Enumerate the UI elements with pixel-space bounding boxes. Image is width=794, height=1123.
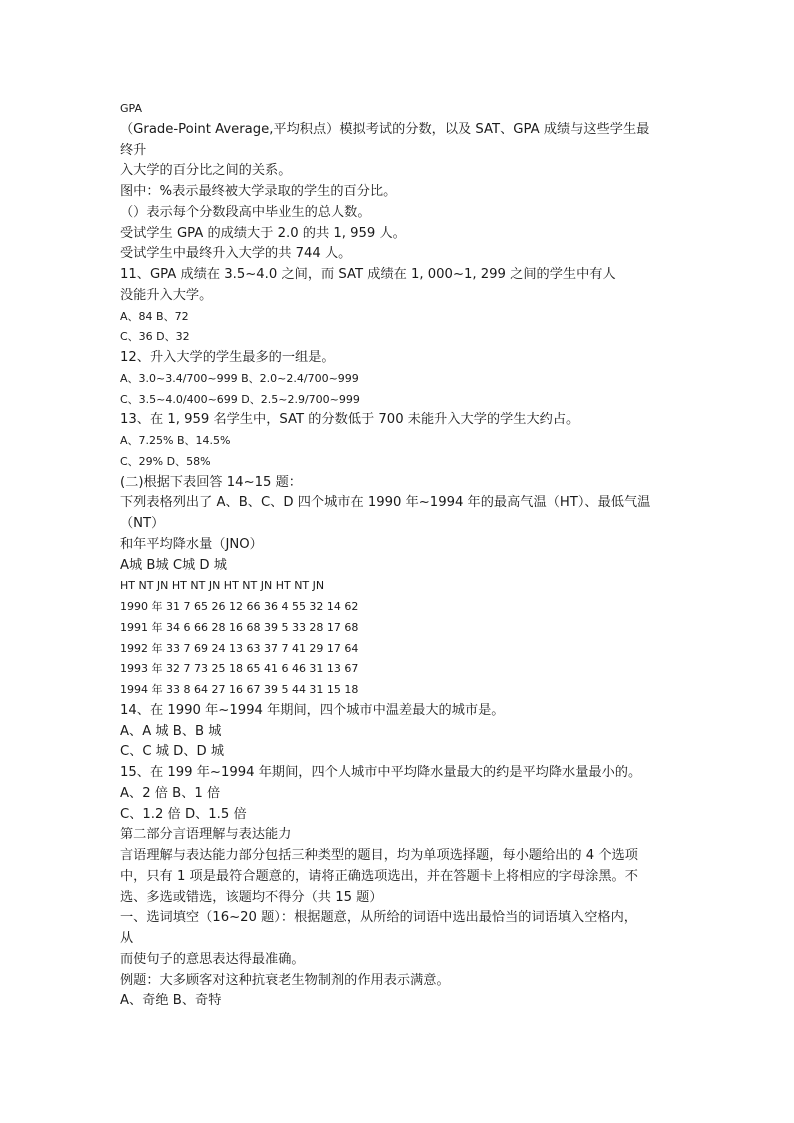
text-line: A、84 B、72 xyxy=(120,309,189,323)
text-line: A、7.25% B、14.5% xyxy=(120,434,231,447)
text-line: 14、在 1990 年~1994 年期间，四个城市中温差最大的城市是。 xyxy=(120,702,505,718)
text-line: 一、选词填空（16~20 题）：根据题意，从所给的词语中选出最恰当的词语填入空格内， xyxy=(120,910,637,926)
text-line: 言语理解与表达能力部分包括三种类型的题目，均为单项选择题，每小题给出的 4 个选项 xyxy=(120,848,638,863)
text-line: C、1.2 倍 D、1.5 倍 xyxy=(120,806,247,822)
text-line: 11、GPA 成绩在 3.5~4.0 之间，而 SAT 成绩在 1, 000~1, 299 之间的学生中有人 xyxy=(120,267,616,282)
text-line: 而使句子的意思表达得最准确。 xyxy=(120,951,305,967)
text-line: 中，只有 1 项是最符合题意的，请将正确选项选出，并在答题卡上将相应的字母涂黑。不 xyxy=(120,868,638,884)
text-line: A、2 倍 B、1 倍 xyxy=(120,785,221,801)
text-line: A、3.0~3.4/700~999 B、2.0~2.4/700~999 xyxy=(120,371,359,385)
text-line: A、A 城 B、B 城 xyxy=(120,723,222,739)
text-line: （Grade-Point Average,平均积点）模拟考试的分数，以及 SAT、GPA 成绩与这些学生最 xyxy=(120,121,650,137)
text-line: 入大学的百分比之间的关系。 xyxy=(120,163,292,179)
text-line: （NT） xyxy=(120,516,165,531)
text-line: 15、在 199 年~1994 年期间，四个人城市中平均降水量最大的约是平均降水量最小的。 xyxy=(120,765,642,780)
text-line: C、29% D、58% xyxy=(120,454,211,468)
text-line: 12、升入大学的学生最多的一组是。 xyxy=(120,350,335,365)
text-line: 1990 年 31 7 65 26 12 66 36 4 55 32 14 62 xyxy=(120,600,359,613)
text-line: 下列表格列出了 A、B、C、D 四个城市在 1990 年~1994 年的最高气温（HT）、最低气温 xyxy=(120,495,651,511)
text-line: 终升 xyxy=(120,142,147,158)
text-line: （）表示每个分数段高中毕业生的总人数。 xyxy=(120,204,371,220)
text-line: C、C 城 D、D 城 xyxy=(120,744,225,760)
text-line: 选、多选或错选，该题均不得分（共 15 题） xyxy=(120,889,383,905)
text-line: 1992 年 33 7 69 24 13 63 37 7 41 29 17 64 xyxy=(120,641,359,655)
text-line: 没能升入大学。 xyxy=(120,287,213,303)
text-line: A城 B城 C城 D 城 xyxy=(120,557,227,573)
text-line: 1994 年 33 8 64 27 16 67 39 5 44 31 15 18 xyxy=(120,683,359,696)
document-body xyxy=(120,99,680,1012)
text-line: C、3.5~4.0/400~699 D、2.5~2.9/700~999 xyxy=(120,392,360,406)
text-line: 13、在 1, 959 名学生中，SAT 的分数低于 700 未能升入大学的学生大约占。 xyxy=(120,412,580,428)
text-line: 从 xyxy=(120,931,134,946)
text-line: 例题：大多顾客对这种抗衰老生物制剂的作用表示满意。 xyxy=(120,972,450,988)
text-line: 受试学生中最终升入大学的共 744 人。 xyxy=(120,246,352,262)
text-line: 1993 年 32 7 73 25 18 65 41 6 46 31 13 67 xyxy=(120,662,359,676)
text-line: GPA xyxy=(120,102,142,115)
text-line: A、奇绝 B、奇特 xyxy=(120,993,222,1009)
text-line: (二)根据下表回答 14~15 题： xyxy=(120,474,302,490)
text-line: C、36 D、32 xyxy=(120,330,190,344)
text-line: 受试学生 GPA 的成绩大于 2.0 的共 1, 959 人。 xyxy=(120,225,406,241)
text-line: 第二部分言语理解与表达能力 xyxy=(120,827,292,843)
text-line: 和年平均降水量（JNO） xyxy=(120,536,263,552)
text-line: 1991 年 34 6 66 28 16 68 39 5 33 28 17 68 xyxy=(120,620,359,634)
text-line: 图中：%表示最终被大学录取的学生的百分比。 xyxy=(120,184,397,199)
text-line: HT NT JN HT NT JN HT NT JN HT NT JN xyxy=(120,579,325,593)
